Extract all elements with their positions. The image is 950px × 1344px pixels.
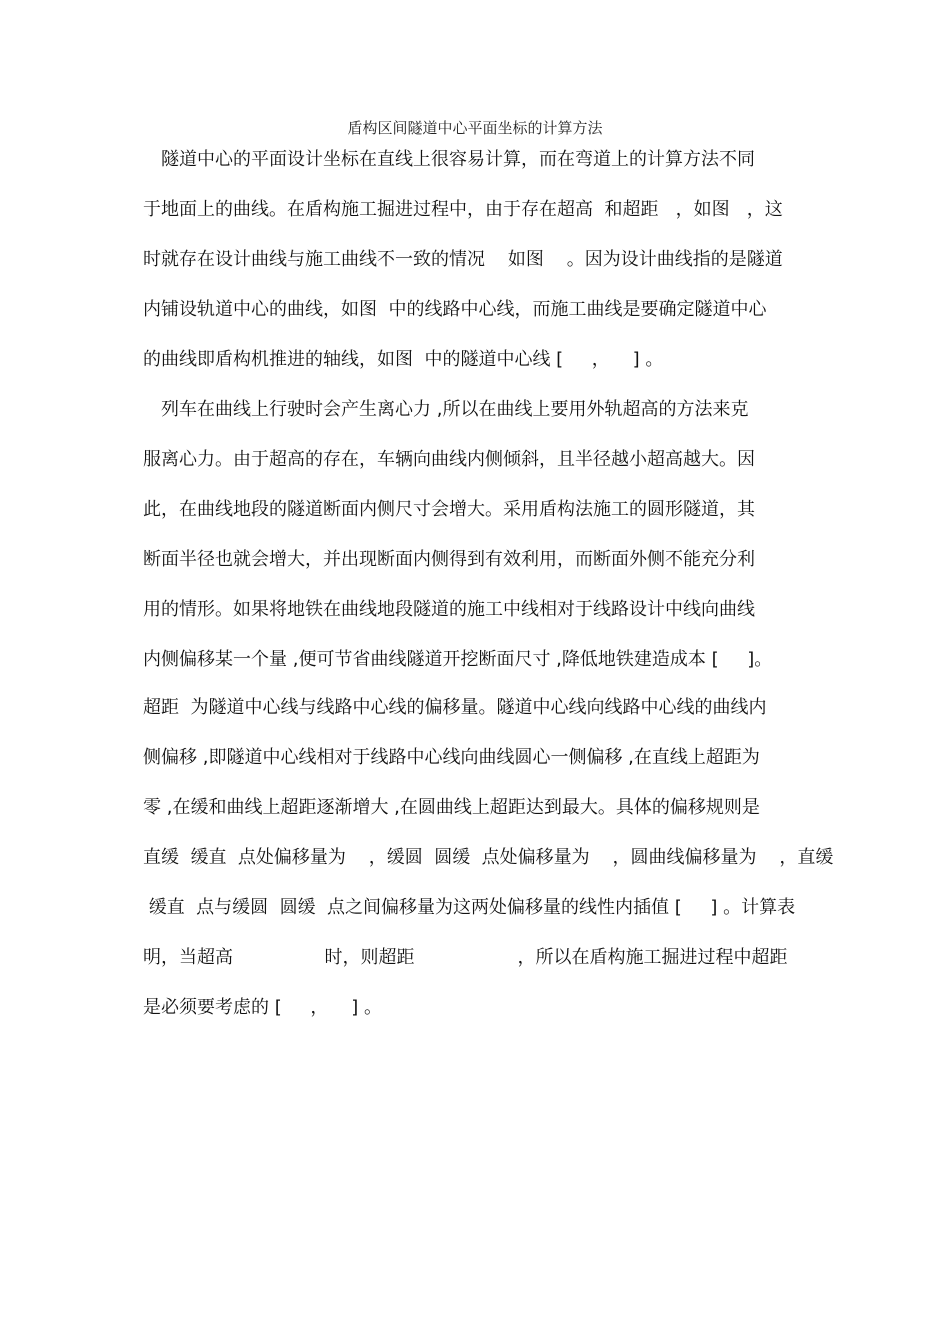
paragraph-line: 用的情形。如果将地铁在曲线地段隧道的施工中线相对于线路设计中线向曲线 <box>143 599 755 620</box>
paragraph-line: 列车在曲线上行驶时会产生离心力 ,所以在曲线上要用外轨超高的方法来克 <box>143 399 749 420</box>
paragraph-line: 内侧偏移某一个量 ,便可节省曲线隧道开挖断面尺寸 ,降低地铁建造成本 [ ]。 <box>143 649 773 670</box>
paragraph-line: 的曲线即盾构机推进的轴线，如图 中的隧道中心线 [ ， ] 。 <box>143 349 664 370</box>
paragraph-line: 此，在曲线地段的隧道断面内侧尺寸会增大。采用盾构法施工的圆形隧道，其 <box>143 499 755 520</box>
paragraph-line: 隧道中心的平面设计坐标在直线上很容易计算，而在弯道上的计算方法不同 <box>143 149 755 170</box>
paragraph-line: 时就存在设计曲线与施工曲线不一致的情况 如图 。因为设计曲线指的是隧道 <box>143 249 783 270</box>
paragraph-line: 内铺设轨道中心的曲线，如图 中的线路中心线，而施工曲线是要确定隧道中心 <box>143 299 767 320</box>
paragraph-line: 直缓 缓直 点处偏移量为 ，缓圆 圆缓 点处偏移量为 ，圆曲线偏移量为 ，直缓 <box>143 847 834 868</box>
paragraph-line: 缓直 点与缓圆 圆缓 点之间偏移量为这两处偏移量的线性内插值 [ ] 。计算表 <box>143 897 796 918</box>
paragraph-line: 明，当超高 时，则超距 ，所以在盾构施工掘进过程中超距 <box>143 947 788 968</box>
paragraph-line: 超距 为隧道中心线与线路中心线的偏移量。隧道中心线向线路中心线的曲线内 <box>143 697 767 718</box>
paragraph-line: 于地面上的曲线。在盾构施工掘进过程中，由于存在超高 和超距 ，如图 ，这 <box>143 199 783 220</box>
paragraph-line: 零 ,在缓和曲线上超距逐渐增大 ,在圆曲线上超距达到最大。具体的偏移规则是 <box>143 797 760 818</box>
document-title: 盾构区间隧道中心平面坐标的计算方法 <box>347 119 603 137</box>
paragraph-line: 侧偏移 ,即隧道中心线相对于线路中心线向曲线圆心一侧偏移 ,在直线上超距为 <box>143 747 760 768</box>
paragraph-line: 服离心力。由于超高的存在，车辆向曲线内侧倾斜，且半径越小超高越大。因 <box>143 449 755 470</box>
paragraph-line: 是必须要考虑的 [ ， ] 。 <box>143 997 382 1018</box>
paragraph-line: 断面半径也就会增大，并出现断面内侧得到有效利用，而断面外侧不能充分利 <box>143 549 755 570</box>
